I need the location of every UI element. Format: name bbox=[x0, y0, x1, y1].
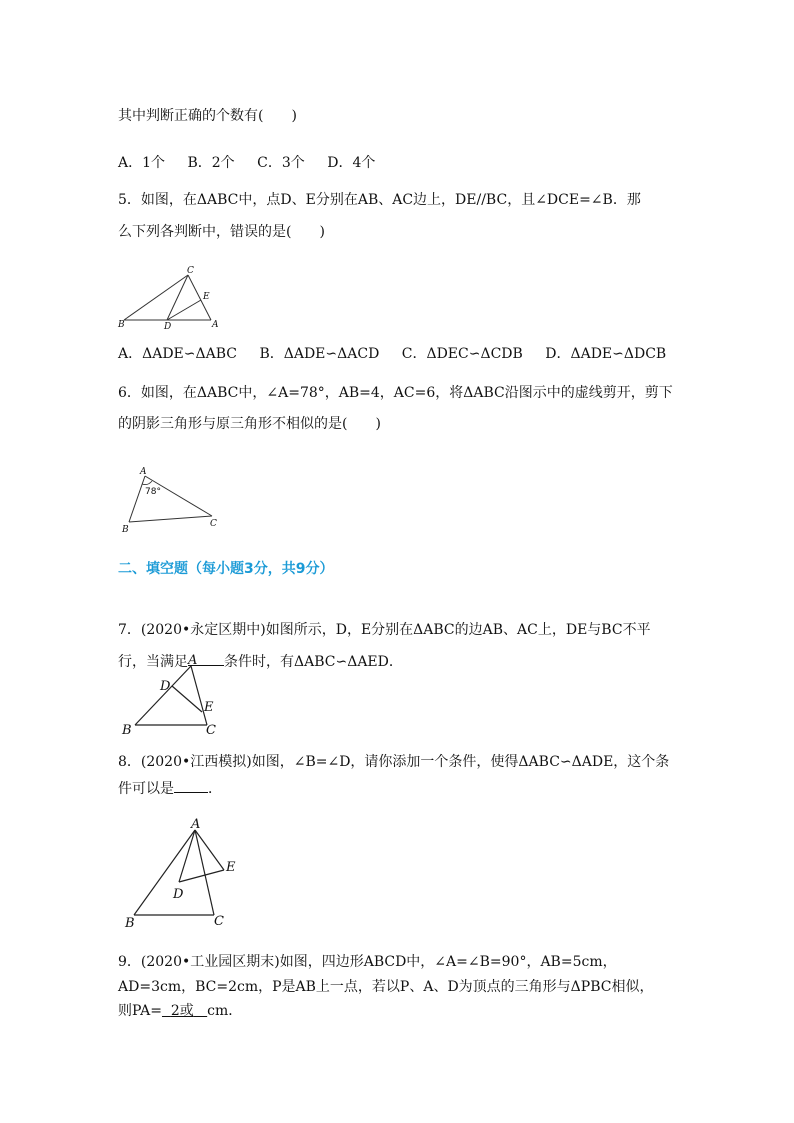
q7-line2-a: 行，当满足 bbox=[118, 654, 188, 670]
q6-stem-line2: 的阴影三角形与原三角形不相似的是( ) bbox=[118, 416, 381, 432]
q5-option-c: C．ΔDEC∽ΔCDB bbox=[401, 346, 523, 362]
q7-label-c: C bbox=[206, 723, 216, 738]
q8-stem-line1: 8．(2020•江西模拟)如图，∠B=∠D，请你添加一个条件，使得ΔABC∽ΔADE，这个条 bbox=[118, 754, 670, 770]
q9-stem-line1: 9．(2020•工业园区期末)如图，四边形ABCD中，∠A=∠B=90°，AB=5cm， bbox=[118, 954, 617, 970]
q8-label-a: A bbox=[191, 817, 201, 832]
q8-line2-a: 件可以是 bbox=[118, 781, 174, 797]
q5-stem-line1: 5．如图，在ΔABC中，点D、E分别在AB、AC边上，DE//BC，且∠DCE=∠B．那 bbox=[118, 192, 641, 208]
q8-label-e: E bbox=[226, 860, 236, 875]
q7-label-d: D bbox=[160, 679, 171, 694]
q6-figure bbox=[118, 464, 228, 536]
q9-answer: 2或 bbox=[170, 1003, 194, 1019]
q5-figure bbox=[118, 263, 228, 333]
q5-option-b: B．ΔADE∽ΔACD bbox=[259, 346, 380, 362]
q9-stem-line3 bbox=[118, 1001, 242, 1021]
q5-label-a: A bbox=[212, 320, 219, 330]
q5-stem-line2: 么下列各判断中，错误的是( ) bbox=[118, 224, 325, 240]
q5-label-c: C bbox=[187, 266, 194, 276]
q8-label-b: B bbox=[125, 916, 135, 931]
q8-blank bbox=[174, 778, 208, 793]
q8-label-d: D bbox=[173, 887, 184, 902]
q9-line3-a: 则PA= bbox=[118, 1003, 162, 1019]
q5-option-a: A．ΔADE∽ΔABC bbox=[118, 346, 237, 362]
q8-figure bbox=[118, 814, 248, 934]
q9-stem-line2: AD=3cm，BC=2cm，P是AB上一点，若以P、A、D为顶点的三角形与ΔPBC相似， bbox=[118, 979, 654, 995]
q6-stem-line1: 6．如图，在ΔABC中，∠A=78°，AB=4，AC=6，将ΔABC沿图示中的虚线剪开，剪下 bbox=[118, 385, 673, 401]
q5-label-d: D bbox=[164, 322, 172, 332]
q8-stem-line2 bbox=[118, 778, 222, 799]
q8-label-c: C bbox=[214, 914, 224, 929]
q7-label-a: A bbox=[188, 653, 198, 668]
q7-line2-b: 条件时，有ΔABC∽ΔAED． bbox=[224, 654, 403, 670]
q6-label-a: A bbox=[140, 467, 147, 477]
q7-stem-line1: 7．(2020•永定区期中)如图所示，D，E分别在ΔABC的边AB、AC上，DE与BC不平 bbox=[118, 622, 651, 638]
q5-label-e: E bbox=[203, 292, 210, 302]
section-heading: 二、填空题（每小题3分，共9分） bbox=[118, 561, 334, 577]
q6-label-b: B bbox=[122, 525, 129, 535]
q4-option-d: D．4个 bbox=[327, 155, 376, 171]
q4-options bbox=[118, 153, 393, 173]
q8-line2-b: ． bbox=[208, 781, 222, 797]
q7-figure bbox=[118, 652, 228, 738]
q4-stem-tail: 其中判断正确的个数有( ) bbox=[118, 108, 297, 124]
q9-line3-b: cm． bbox=[207, 1003, 243, 1019]
q6-label-c: C bbox=[210, 519, 217, 529]
q6-angle-label: 78° bbox=[145, 487, 161, 497]
q5-label-b: B bbox=[118, 320, 125, 330]
q7-label-b: B bbox=[122, 723, 132, 738]
q4-option-c: C．3个 bbox=[257, 155, 305, 171]
q5-options bbox=[118, 344, 684, 364]
q4-option-b: B．2个 bbox=[187, 155, 235, 171]
q4-option-a: A．1个 bbox=[118, 155, 166, 171]
q7-label-e: E bbox=[204, 700, 214, 715]
q5-option-d: D．ΔADE∽ΔDCB bbox=[545, 346, 667, 362]
